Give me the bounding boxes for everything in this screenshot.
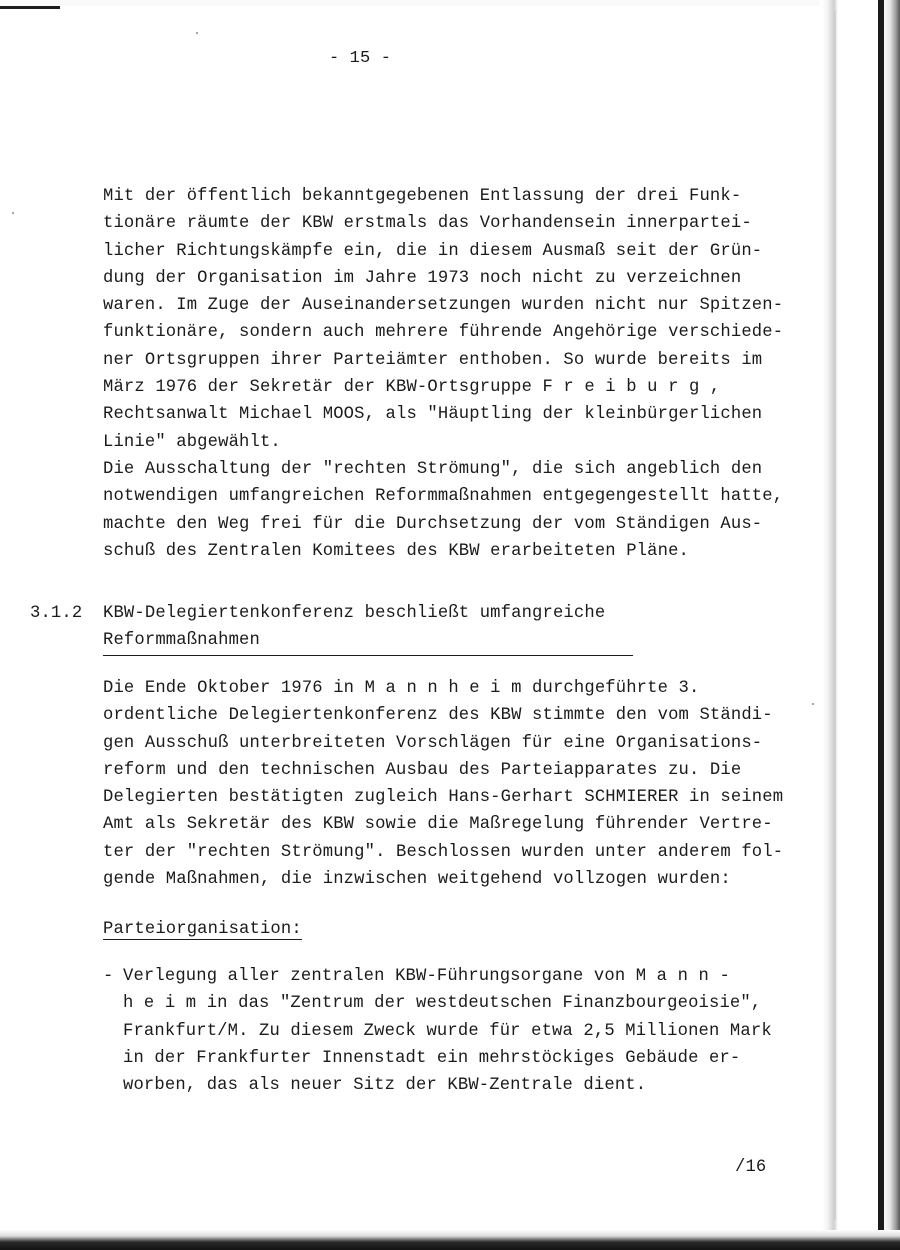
conference-paragraph <box>103 675 823 893</box>
section-heading <box>103 600 633 656</box>
scan-edge-right-shadow <box>833 10 836 1220</box>
scan-edge-top <box>0 0 820 6</box>
text-line: notwendigen umfangreichen Reformmaßnahmen entgegengestellt hatte, <box>103 487 784 507</box>
subheading-label: Parteiorganisation: <box>103 920 302 939</box>
text-line: Amt als Sekretär des KBW sowie die Maßregelung führender Vertre- <box>103 815 773 835</box>
section-number: 3.1.2 <box>30 604 83 623</box>
text-line: Die Ende Oktober 1976 in M a n n h e i m durchgeführte 3. <box>103 679 700 698</box>
text-line: worben, das als neuer Sitz der KBW-Zentrale dient. <box>123 1076 647 1096</box>
subheading <box>103 916 302 943</box>
page-continuation: /16 <box>735 1158 767 1177</box>
text-line: schuß des Zentralen Komitees des KBW erarbeiteten Pläne. <box>103 541 689 561</box>
text-line: Mit der öffentlich bekanntgegebenen Entlassung der drei Funk- <box>103 187 742 206</box>
intro-paragraph <box>103 183 823 565</box>
scan-edge-bottom <box>0 1230 900 1250</box>
scan-speck <box>196 32 198 34</box>
text-line: Delegierten bestätigten zugleich Hans-Gerhart SCHMIERER in seinem <box>103 788 784 808</box>
text-line: in der Frankfurter Innenstadt ein mehrstöckiges Gebäude er- <box>123 1048 741 1068</box>
text-line: März 1976 der Sekretär der KBW-Ortsgruppe F r e i b u r g , <box>103 378 721 398</box>
text-line: h e i m in das "Zentrum der westdeutschen Finanzbourgeoisie", <box>123 994 762 1014</box>
text-line: licher Richtungskämpfe ein, die in diesem Ausmaß seit der Grün- <box>103 241 763 261</box>
text-line: gen Ausschuß unterbreiteten Vorschlägen für eine Organisations- <box>103 733 763 753</box>
section-title-line: KBW-Delegiertenkonferenz beschließt umfangreiche <box>103 604 606 623</box>
text-line: gende Maßnahmen, die inzwischen weitgehend vollzogen wurden: <box>103 870 731 890</box>
text-line: dung der Organisation im Jahre 1973 noch nicht zu verzeichnen <box>103 268 742 288</box>
text-line: tionäre räumte der KBW erstmals das Vorhandensein innerpartei- <box>103 214 752 234</box>
text-line: waren. Im Zuge der Auseinandersetzungen wurden nicht nur Spitzen- <box>103 296 784 316</box>
scan-speck <box>12 212 14 214</box>
scan-edge-right-dark <box>878 0 884 1250</box>
section-title-line: Reformmaßnahmen <box>103 627 633 655</box>
bullet-dash: - <box>103 967 114 986</box>
page-number: - 15 - <box>328 49 392 68</box>
text-line: Verlegung aller zentralen KBW-Führungsorgane von M a n n - <box>123 967 730 986</box>
text-line: machte den Weg frei für die Durchsetzung der vom Ständigen Aus- <box>103 514 763 534</box>
text-line: Linie" abgewählt. <box>103 432 281 452</box>
text-line: reform und den technischen Ausbau des Parteiapparates zu. Die <box>103 760 742 780</box>
scan-mark-top-left <box>0 6 60 9</box>
text-line: Frankfurt/M. Zu diesem Zweck wurde für etwa 2,5 Millionen Mark <box>123 1021 772 1041</box>
text-line: Die Ausschaltung der "rechten Strömung", die sich angeblich den <box>103 459 763 479</box>
text-line: Rechtsanwalt Michael MOOS, als "Häuptling der kleinbürgerlichen <box>103 405 763 425</box>
bullet-text <box>123 963 772 1099</box>
text-line: ter der "rechten Strömung". Beschlossen wurden unter anderem fol- <box>103 842 784 862</box>
text-line: ner Ortsgruppen ihrer Parteiämter enthoben. So wurde bereits im <box>103 350 763 370</box>
text-line: funktionäre, sondern auch mehrere führende Angehörige verschiede- <box>103 323 784 343</box>
text-line: ordentliche Delegiertenkonferenz des KBW stimmte den vom Ständi- <box>103 706 773 726</box>
